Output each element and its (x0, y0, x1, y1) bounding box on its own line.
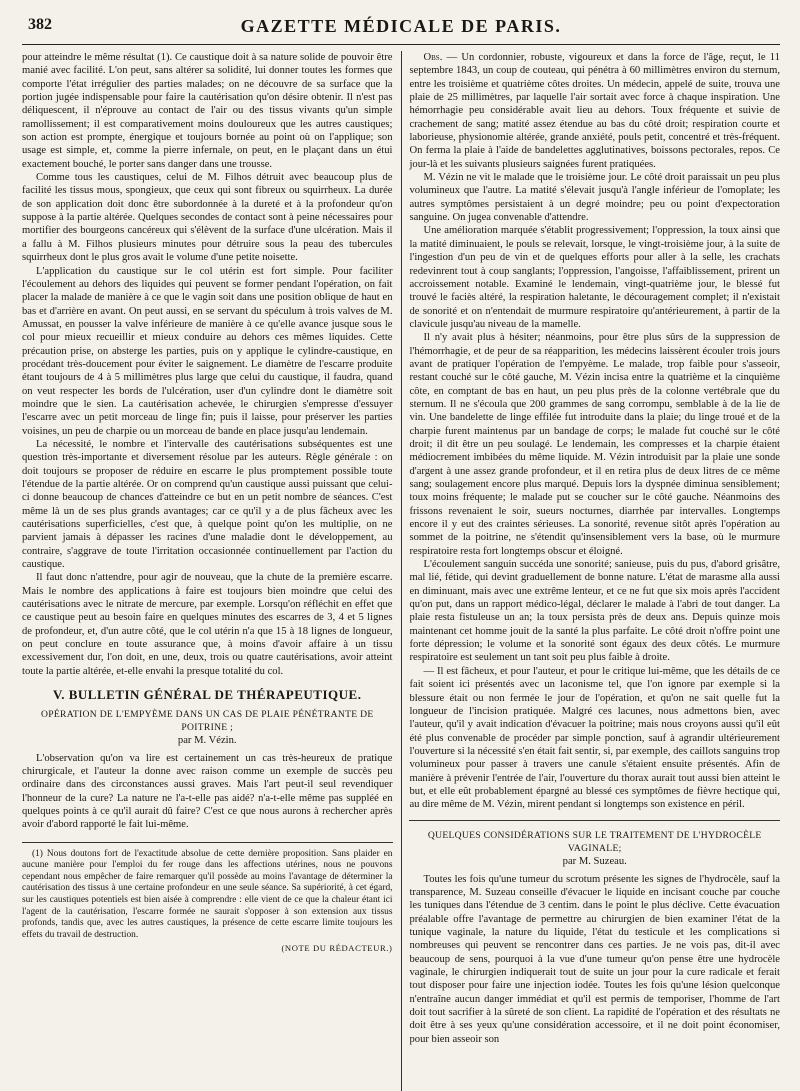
paragraph: M. Vézin ne vit le malade que le troisième jour. Le côté droit paraissait un peu plus volumineux que l'autre. La matité s'élevait jusqu'à l'angle inférieur de l'omoplate; les autres symptômes persistaient à un degré moindre; peu ou point d'expectoration sanguine. On jugea convenable d'attendre. (409, 172, 780, 224)
paragraph (409, 51, 780, 171)
right-column (401, 51, 780, 1091)
article-heading: QUELQUES CONSIDÉRATIONS SUR LE TRAITEMENT DE L'HYDROCÈLE VAGINALE; (427, 829, 762, 854)
paragraph: Comme tous les caustiques, celui de M. Filhos détruit avec beaucoup plus de facilité les tissus mous, spongieux, que ceux qui sont fibreux ou squirrheux. La durée de son application doit donc être subordonnée à la dureté et à la profondeur qu'on suppose à la partie altérée. Quelques secondes de contact sont à peine nécessaires pour mortifier des bourgeons cancéreux qui s'élèvent de la surface d'une ulcération. Mais il a fallu à M. Filhos plusieurs minutes pour détruire sous la peau des tubercules squirrheux dont le plus gros avait le volume d'une petite noisette. (22, 172, 393, 264)
section-heading: V. BULLETIN GÉNÉRAL DE THÉRAPEUTIQUE. (53, 687, 362, 703)
paragraph: La nécessité, le nombre et l'intervalle des cautérisations subséquentes est une question très-importante et diversement résolue par les auteurs. Règle générale : on doit toujours se proposer de réduire en escarre le plus promptement possible toute l'étendue de la partie altérée. Or on comprend qu'un caustique aussi puissant que celui-ci donne beaucoup de chances d'atteindre ce but en un petit nombre de séances. C'est même là un de ses plus grands avantages; car ce qu'il y a de plus fâcheux avec les cautérisations superficielles, c'est que, à quelque point qu'on les multiplie, on ne parvient jamais à dépasser les racines d'une maladie dont le développement, au contraire, s'aggrave de toute l'irritation occasionnée continuellement par l'action du caustique. (22, 438, 393, 571)
article-heading: OPÉRATION DE L'EMPYÈME DANS UN CAS DE PLAIE PÉNÉTRANTE DE POITRINE ; (41, 708, 374, 733)
paragraph: Il n'y avait plus à hésiter; néanmoins, pour être plus sûrs de la suppression de l'hémorrhagie, et de peur de sa réapparition, les médecins laissèrent écouler trois jours avant de pratiquer l'opération de l'empyème. Le malade, trop faible pour s'asseoir, restant couché sur le côté gauche, M. Vézin incisa entre la quatrième et la cinquième côte, en comptant de bas en haut, un peu plus près de la colonne vertébrale que du sternum. Il ne s'écoula que 200 grammes de sang corrompu, semblable à de la lie de vin. Une bandelette de linge effilée fut introduite dans la plaie; du linge troué et de la charpie furent maintenus par un bandage de corps; le malade fut couché sur le côté droit; il dit être un peu soulagé. Le lendemain, les compresses et la charpie étaient médiocrement imbibées du même liquide. M. Vézin introduisit par la plaie une sonde d'argent à une assez grande profondeur, et il en retira plus de deux litres de ce même sang; soulagement encore plus marqué. Depuis lors la dyspnée diminua sensiblement; toux moins fréquente; le malade put se coucher sur le côté gauche. Néanmoins des frissons revenaient le soir, sueurs nocturnes, diarrhée par intervalles. Longtemps encore il y eut des craintes sérieuses. La sonorité, revenue sitôt après l'opération au sommet de la poitrine, ne s'étendit qu'insensiblement vers la base, où le murmure respiratoire resta fort longtemps obscur et éloigné. (409, 332, 780, 557)
journal-title: GAZETTE MÉDICALE DE PARIS. (240, 16, 562, 36)
footnote (22, 842, 393, 955)
footnote-text: (1) Nous doutons fort de l'exactitude absolue de cette dernière proposition. Sans plaider en aucune manière pour l'emploi du fer rouge dans les affections utérines, nous ne pouvons cependant nous empêcher de faire remarquer qu'il possède au moins l'avantage de déterminer la cautérisation des tissus à une certaine profondeur en une seule séance. Sa supériorité, à cet égard, sur les caustiques potentiels est bien aisée à comprendre : elle vient de ce que la chaleur étant ici l'agent de la cautérisation, l'escarre formée ne saurait s'opposer à son extension aux tissus profonds, tandis que, avec les autres caustiques, la présence de cette escarre limite toujours les effets du travail de destruction. (22, 848, 393, 940)
paragraph: Toutes les fois qu'une tumeur du scrotum présente les signes de l'hydrocèle, sauf la transparence, M. Suzeau conseille d'évacuer le liquide en incisant couche par couche les tuniques dans l'étendue de 3 centim. dans le point le plus déclive. Cette évacuation préalable offre l'avantage de permettre au chirurgien de bien examiner l'état de la tunique vaginale, la nature du liquide, l'état du testicule et les complications si nombreuses qui peuvent se rencontrer dans ces parties. Je ne vois pas, dit-il avec beaucoup de sens, pourquoi à la vue d'une tumeur qu'on pense être une hydrocèle vaginale, le chirurgien indiquerait tout de suite un jour pour la cure radicale et ferait tout disposer pour faire une injection iodée. Toutes les fois qu'une lésion quelconque n'entraîne aucun danger immédiat et qu'il est permis de temporiser, l'homme de l'art doit tout sacrifier à la sûreté de son client. La rapidité de l'opération et des résultats ne doit être à ses yeux qu'une considération accessoire, et il ne doit point économiser, pour bien asseoir son (409, 873, 780, 1045)
article-divider (409, 820, 780, 821)
paragraph: L'observation qu'on va lire est certainement un cas très-heureux de pratique chirurgicale, et l'auteur la donne avec raison comme un exemple de succès peu ordinaire dans des circonstances aussi graves. Mais l'art peut-il seul revendiquer l'honneur de la cure? La nature ne l'a-t-elle pas aidé? n'a-t-elle même pas suppléé en quelques points à ce qu'il aurait dû faire? C'est ce que nous aurons à rechercher après avoir d'abord rapporté le fait lui-même. (22, 752, 393, 831)
left-column (22, 51, 401, 1091)
columns (22, 51, 780, 1091)
article-author: par M. Vézin. (177, 735, 237, 747)
page-number: 382 (28, 16, 52, 33)
paragraph: — Il est fâcheux, et pour l'auteur, et pour le critique lui-même, que les détails de ce fait soient ici présentés avec un laconisme tel, que l'on ignore par exemple si la blessure était ou non fermée le jour de l'opération, et qu'on ne sait quelle fut la longueur de l'incision pratiquée. Malgré ces lacunes, nous admettons bien, avec l'auteur, qu'il y avait indication d'évacuer la poitrine; mais nous croyons aussi qu'il eût été plus convenable de procéder par simple ponction, sauf à agrandir ultérieurement l'ouverture si la nécessité s'en était fait sentir, si, par exemple, des caillots sanguins trop volumineux pour passer à travers une canule s'étaient ensuite présentés. Afin de manière à prévenir l'entrée de l'air, l'ouverture du thorax aurait tout aussi bien atteint le but, et elle eût probablement épargné au blessé ces symptômes de fièvre hectique qui, au dire même de M. Vézin, mirent pendant si longtemps son existence en péril. (409, 665, 780, 811)
obs-text: — Un cordonnier, robuste, vigoureux et dans la force de l'âge, reçut, le 11 septembre 1843, un coup de couteau, qui pénétra à 60 millimètres environ du sternum, entre les troisième et quatrième côtes droites. Un médecin, appelé de suite, trouva une plaie de 25 millimètres, par laquelle l'air sortait avec force à chaque inspiration. Une hémorrhagie peu considérable avait lieu au dehors. Toux fréquente et suivie de crachement de sang; matité assez étendue au bas du côté droit; respiration courte et laborieuse, physionomie altérée, grande anxiété, pouls petit, concentré et très-fréquent. On ferma la plaie à l'aide de bandelettes agglutinatives, boissons pectorales, repos. Ce jour-là et les suivants plusieurs saignées furent pratiquées. (409, 52, 780, 170)
article-author: par M. Suzeau. (562, 856, 627, 868)
paragraph: L'écoulement sanguin succéda une sonorité; sanieuse, puis du pus, d'abord grisâtre, mal lié, fétide, qui devint graduellement de bonne nature. L'état de marasme alla aussi en diminuant, mais avec une extrême lenteur, et ce ne fut que six mois après l'accident qu'on put, dans un rapport médico-légal, déclarer le malade à l'abri de tout danger. La plaie resta fistuleuse un an; la toux persista près de deux ans. Depuis quinze mois maintenant cet homme jouit de la santé la plus parfaite. Le côté droit n'offre point une forte dépression; le volume et la sonorité sont égaux des deux côtés. Le murmure respiratoire est seulement un tant soit peu plus faible à droite. (409, 559, 780, 664)
paragraph: L'application du caustique sur le col utérin est fort simple. Pour faciliter l'écoulement au dehors des liquides qui peuvent se former pendant l'opération, on fait placer la malade de manière à ce que le vagin soit dans une position oblique de haut en bas et d'arrière en avant. On peut aussi, en se servant du spéculum à trois valves de M. Amussat, en pousser la valve inférieure de manière à ce qu'elle avance jusque sous le col pour mieux recueillir et mieux conduire au dehors ces mêmes liquides. Cette précaution prise, on absterge les parties, puis on y applique le cylindre-caustique, en procédant très-doucement pour éviter le saignement. Le diamètre de l'escarre produite étant toujours de 4 à 5 millimètres plus large que celui du caustique, il faudra, quand on veut respecter les bords de l'ulcération, user d'un cylindre dont le diamètre soit moindre que le sien. La cautérisation achevée, le chirurgien s'empresse d'essuyer l'escarre avec un petit morceau de linge fin; puis il laisse, pour préserver les parties voisines, un peu de charpie ou un morceau de bande en place jusqu'au lendemain. (22, 265, 393, 437)
obs-label: Obs. (423, 52, 443, 63)
paragraph: Il faut donc n'attendre, pour agir de nouveau, que la chute de la première escarre. Mais le nombre des applications à faire est toujours bien moindre que celui des cautérisations avec le nitrate de mercure, par exemple. Lorsqu'on réfléchit en effet que ce caustique peut au besoin faire en quelques minutes des escarres de 3, 4 et 5 lignes de profondeur, et, d'un autre côté, que le col utérin n'a que 15 à 18 lignes de longueur, on peut conclure en toute assurance que, à moins d'avoir affaire à un tissu excessivement dur, l'on doit, en une, deux, trois ou quatre cautérisations, avoir atteint toute la partie altérée, et-elle envahi la presque totalité du col. (22, 572, 393, 677)
paragraph: Une amélioration marquée s'établit progressivement; l'oppression, la toux ainsi que la matité diminuaient, le pouls se relevait, lorsque, le vingt-troisième jour, à la suite de l'ingestion d'un peu de vin et de quelques efforts pour aller à la selle, les crachats redevinrent tout à coup sanglants; l'oppression, l'angoisse, l'affaiblissement, prirent un accroissement notable. Examiné le lendemain, vingt-quatrième jour, le blessé fut trouvé le faciès altéré, la respiration haletante, le découragement complet; il n'existait de sonorité et on n'entendait de murmure respiratoire qu'antérieurement, à partir de la clavicule jusqu'au niveau de la mamelle. (409, 225, 780, 330)
paragraph: pour atteindre le même résultat (1). Ce caustique doit à sa nature solide de pouvoir être manié avec facilité. L'on peut, sans altérer sa solidité, lui donner toutes les formes que comporte l'état irrégulier des parties malades; on ne découvre de sa surface que la portion jugée indispensable pour faire la cautérisation qu'on désire obtenir. Il n'est pas déliquescent, il n'éprouve au contact de l'air ou des tissus vivants qu'un simple ramollissement; il est comparativement moins douloureux que les autres caustiques; son action est prompte, énergique et toujours bornée au point où on l'applique; son usage est simple, et, comme la pierre infernale, on peut, en le plaçant dans un étui exactement bouché, le porter sans danger dans une trousse. (22, 52, 393, 170)
page-header (22, 14, 780, 45)
footnote-attribution: (NOTE DU RÉDACTEUR.) (281, 943, 393, 954)
